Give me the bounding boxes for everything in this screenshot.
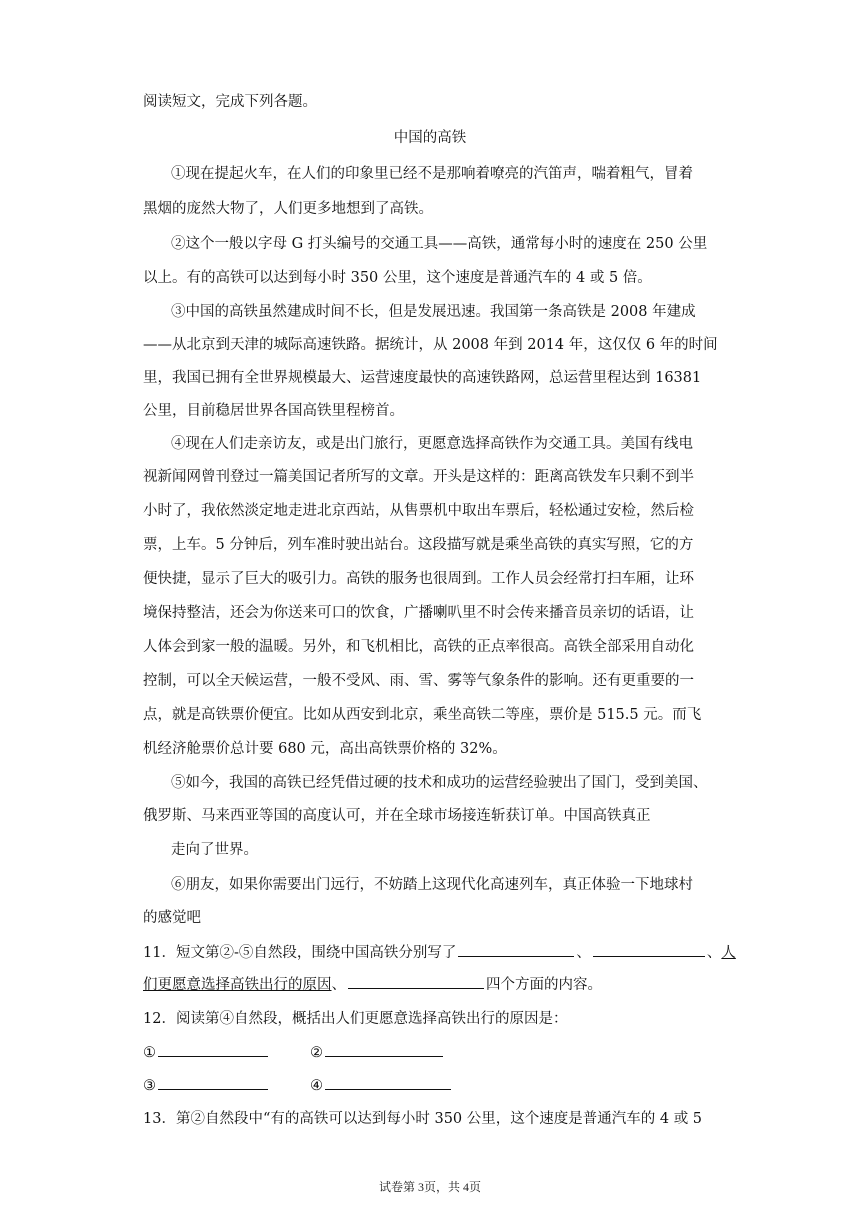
answer-marker: ④ xyxy=(310,1078,323,1094)
paragraph-4-line: 点，就是高铁票价便宜。比如从西安到北京，乘坐高铁二等座，票价是 515.5 元。而飞 xyxy=(143,707,702,723)
answer-blank[interactable] xyxy=(158,1042,268,1057)
answer-marker: ① xyxy=(143,1045,156,1061)
answer-blank[interactable] xyxy=(158,1075,268,1090)
answer-blank[interactable] xyxy=(593,942,705,957)
answer-blank[interactable] xyxy=(458,942,574,957)
paragraph-4-line: 小时了，我依然淡定地走进北京西站，从售票机中取出车票后，轻松通过安检，然后检 xyxy=(143,503,694,519)
question-13-prompt: 13．第②自然段中“有的高铁可以达到每小时 350 公里，这个速度是普通汽车的 4 或 5 xyxy=(143,1111,703,1127)
paragraph-4-line: 票，上车。5 分钟后，列车准时驶出站台。这段描写就是乘坐高铁的真实写照，它的方 xyxy=(143,537,694,553)
answer-blank[interactable] xyxy=(348,974,484,989)
paragraph-5-line: ⑤如今，我国的高铁已经凭借过硬的技术和成功的运营经验驶出了国门，受到美国、 xyxy=(171,775,708,791)
underlined-answer: 人 xyxy=(721,945,736,961)
question-12-prompt: 12．阅读第④自然段，概括出人们更愿意选择高铁出行的原因是： xyxy=(143,1011,568,1027)
paragraph-1-line: ①现在提起火车，在人们的印象里已经不是那响着嘹亮的汽笛声，喘着粗气，冒着 xyxy=(171,166,693,182)
paragraph-2-line: 以上。有的高铁可以达到每小时 350 公里，这个速度是普通汽车的 4 或 5 倍。 xyxy=(143,270,652,286)
answer-marker: ③ xyxy=(143,1078,156,1094)
paragraph-4-line: 控制，可以全天候运营，一般不受风、雨、雪、雾等气象条件的影响。还有更重要的一 xyxy=(143,673,694,689)
question-11-line-1 xyxy=(143,942,736,963)
question-11-line-2 xyxy=(143,974,602,995)
paragraph-3-line: 公里，目前稳居世界各国高铁里程榜首。 xyxy=(143,403,404,419)
paragraph-4-line: 便快捷，显示了巨大的吸引力。高铁的服务也很周到。工作人员会经常打扫车厢，让环 xyxy=(143,571,694,587)
instruction: 阅读短文，完成下列各题。 xyxy=(143,94,317,110)
answer-blank[interactable] xyxy=(325,1042,443,1057)
passage-title: 中国的高铁 xyxy=(393,130,467,146)
underlined-answer: 们更愿意选择高铁出行的原因 xyxy=(143,977,332,993)
separator: 、 xyxy=(331,977,346,993)
paragraph-3-line: 里，我国已拥有全世界规模最大、运营速度最快的高速铁路网，总运营里程达到 16381 xyxy=(143,370,702,386)
paragraph-5-line: 走向了世界。 xyxy=(171,842,258,858)
paragraph-6-line: ⑥朋友，如果你需要出门远行，不妨踏上这现代化高速列车，真正体验一下地球村 xyxy=(171,877,693,893)
paragraph-5-line: 俄罗斯、马来西亚等国的高度认可，并在全球市场接连斩获订单。中国高铁真正 xyxy=(143,808,651,824)
paragraph-6-line: 的感觉吧 xyxy=(143,910,201,926)
paragraph-4-line: 境保持整洁，还会为你送来可口的饮食，广播喇叭里不时会传来播音员亲切的话语，让 xyxy=(143,605,694,621)
separator: 、 xyxy=(576,945,591,961)
paragraph-4-line: 机经济舱票价总计要 680 元，高出高铁票价格的 32%。 xyxy=(143,741,507,757)
paragraph-1-line: 黑烟的庞然大物了，人们更多地想到了高铁。 xyxy=(143,201,433,217)
question-12-answers-row xyxy=(143,1075,453,1096)
question-11-prompt: 11．短文第②-⑤自然段，围绕中国高铁分别写了 xyxy=(143,945,457,961)
paragraph-3-line: ③中国的高铁虽然建成时间不长，但是发展迅速。我国第一条高铁是 2008 年建成 xyxy=(171,304,696,320)
paragraph-4-line: 视新闻网曾刊登过一篇美国记者所写的文章。开头是这样的：距离高铁发车只剩不到半 xyxy=(143,469,694,485)
answer-marker: ② xyxy=(310,1045,323,1061)
paragraph-4-line: ④现在人们走亲访友，或是出门旅行，更愿意选择高铁作为交通工具。美国有线电 xyxy=(171,436,693,452)
paragraph-3-line: ——从北京到天津的城际高速铁路。据统计，从 2008 年到 2014 年，这仅仅 6 年的时间 xyxy=(143,337,718,353)
question-12-answers-row xyxy=(143,1042,445,1063)
question-11-suffix: 四个方面的内容。 xyxy=(486,977,602,993)
paragraph-4-line: 人体会到家一般的温暖。另外，和飞机相比，高铁的正点率很高。高铁全部采用自动化 xyxy=(143,639,694,655)
page-footer: 试卷第 3页，共 4页 xyxy=(378,1180,481,1194)
paragraph-2-line: ②这个一般以字母 G 打头编号的交通工具——高铁，通常每小时的速度在 250 公里 xyxy=(171,236,708,252)
answer-blank[interactable] xyxy=(325,1075,451,1090)
separator: 、 xyxy=(706,945,722,961)
